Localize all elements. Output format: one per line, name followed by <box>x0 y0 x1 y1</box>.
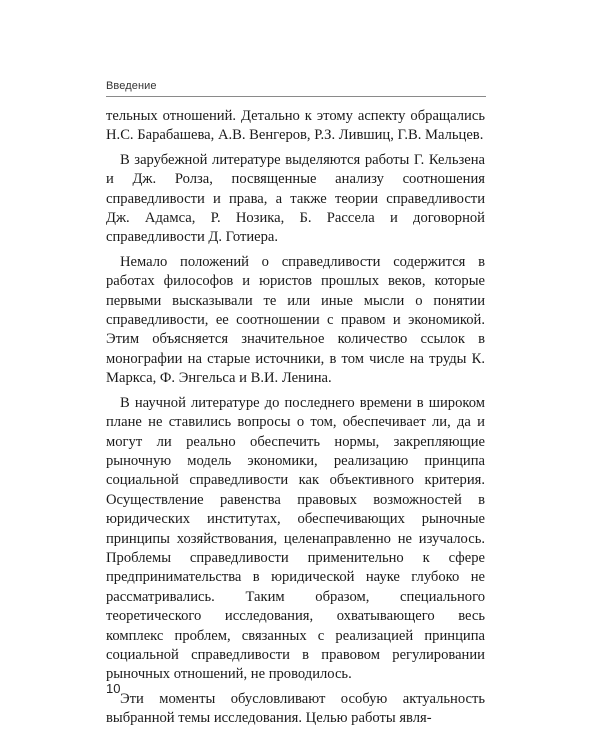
paragraph-research-gap: В научной литературе до последнего времени в широком плане не ставились вопросы о том, обеспечивает ли, да и могут ли реально обеспечить нормы, закрепляющие рыночную модель экономики, реализацию принципа социальной справедливости как объективного критерия. Осуществление равенства правовых возможностей в юридических институтах, обеспечивающих рыночные принципы хозяйствования, целенаправленно не изучалось. Проблемы справедливости применительно к сфере предпринимательства в юридической науке глубоко не рассматривались. Таким образом, специального теоретического исследования, охватывающего весь комплекс проблем, связанных с реализацией принципа социальной справедливости в правовом регулировании рыночных отношений, не проводилось. <box>106 394 485 683</box>
page-number: 10 <box>106 681 121 696</box>
paragraph-continuation: тельных отношений. Детально к этому аспекту обращались Н.С. Барабашева, А.В. Венгеров, Р.З. Лившиц, Г.В. Мальцев. <box>106 108 485 144</box>
paragraph-historical-sources: Немало положений о справедливости содержится в работах философов и юристов прошлых веков, которые первыми высказывали те или иные мысли о понятии справедливости, ее соотношении с правом и экономикой. Этим объясняется значительное количество ссылок в монографии на старые источники, в том числе на труды К. Маркса, Ф. Энгельса и В.И. Ленина. <box>106 253 485 387</box>
header-divider <box>106 96 486 97</box>
body-text <box>106 107 485 729</box>
running-header: Введение <box>106 80 157 92</box>
paragraph-foreign-literature: В зарубежной литературе выделяются работы Г. Кельзена и Дж. Ролза, посвященные анализу соотношения справедливости и права, а также теории справедливости Дж. Адамса, Р. Нозика, Б. Рассела и договорной справедливости Д. Готиера. <box>106 151 485 246</box>
paragraph-relevance: Эти моменты обусловливают особую актуальность выбранной темы исследования. Целью работы явля- <box>106 690 485 727</box>
